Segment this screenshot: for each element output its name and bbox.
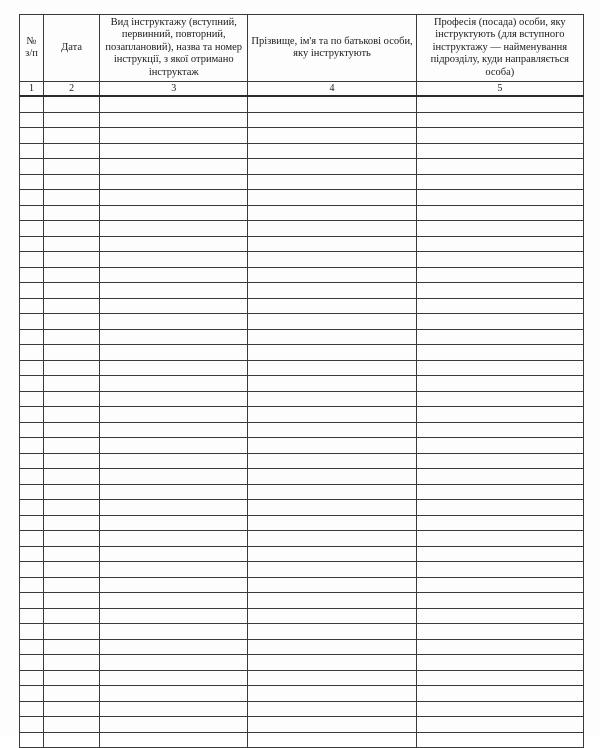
table-row [20,608,584,624]
cell-number[interactable] [20,112,44,128]
cell-number[interactable] [20,376,44,392]
cell-profession[interactable] [416,221,583,237]
table-row [20,267,584,283]
cell-full-name[interactable] [248,174,416,190]
cell-date[interactable] [44,732,100,748]
cell-instruction-type[interactable] [100,500,248,516]
table-row [20,500,584,516]
table-row [20,252,584,268]
table-row [20,422,584,438]
cell-full-name[interactable] [248,453,416,469]
cell-instruction-type[interactable] [100,314,248,330]
cell-date[interactable] [44,453,100,469]
cell-number[interactable] [20,329,44,345]
cell-number[interactable] [20,391,44,407]
cell-full-name[interactable] [248,469,416,485]
cell-number[interactable] [20,283,44,299]
table-row [20,205,584,221]
table-row [20,236,584,252]
cell-profession[interactable] [416,190,583,206]
cell-instruction-type[interactable] [100,515,248,531]
table-row [20,221,584,237]
table-row [20,593,584,609]
cell-instruction-type[interactable] [100,407,248,423]
cell-number[interactable] [20,531,44,547]
table-row [20,112,584,128]
cell-profession[interactable] [416,112,583,128]
cell-instruction-type[interactable] [100,593,248,609]
cell-profession[interactable] [416,159,583,175]
cell-full-name[interactable] [248,593,416,609]
cell-instruction-type[interactable] [100,205,248,221]
table-row [20,655,584,671]
cell-full-name[interactable] [248,159,416,175]
table-row [20,531,584,547]
cell-instruction-type[interactable] [100,112,248,128]
cell-number[interactable] [20,174,44,190]
cell-instruction-type[interactable] [100,174,248,190]
register-body [20,96,584,748]
cell-full-name[interactable] [248,562,416,578]
cell-profession[interactable] [416,360,583,376]
cell-date[interactable] [44,686,100,702]
cell-full-name[interactable] [248,484,416,500]
cell-date[interactable] [44,376,100,392]
cell-profession[interactable] [416,608,583,624]
cell-number[interactable] [20,515,44,531]
table-row [20,314,584,330]
cell-profession[interactable] [416,205,583,221]
cell-number[interactable] [20,562,44,578]
cell-full-name[interactable] [248,128,416,144]
table-row [20,732,584,748]
cell-date[interactable] [44,221,100,237]
cell-instruction-type[interactable] [100,329,248,345]
cell-date[interactable] [44,314,100,330]
cell-number[interactable] [20,221,44,237]
table-row [20,670,584,686]
cell-full-name[interactable] [248,360,416,376]
cell-instruction-type[interactable] [100,577,248,593]
table-row [20,391,584,407]
cell-full-name[interactable] [248,221,416,237]
cell-date[interactable] [44,655,100,671]
cell-instruction-type[interactable] [100,670,248,686]
cell-date[interactable] [44,252,100,268]
cell-full-name[interactable] [248,531,416,547]
cell-number[interactable] [20,639,44,655]
table-row [20,143,584,159]
table-row [20,283,584,299]
cell-date[interactable] [44,624,100,640]
cell-profession[interactable] [416,267,583,283]
cell-profession[interactable] [416,438,583,454]
table-row [20,345,584,361]
cell-full-name[interactable] [248,686,416,702]
cell-number[interactable] [20,608,44,624]
cell-date[interactable] [44,345,100,361]
cell-profession[interactable] [416,329,583,345]
cell-profession[interactable] [416,391,583,407]
cell-full-name[interactable] [248,608,416,624]
table-row [20,453,584,469]
cell-date[interactable] [44,112,100,128]
cell-full-name[interactable] [248,624,416,640]
cell-date[interactable] [44,360,100,376]
cell-number[interactable] [20,732,44,748]
cell-full-name[interactable] [248,515,416,531]
cell-number[interactable] [20,267,44,283]
column-number-4: 4 [248,82,416,97]
cell-profession[interactable] [416,314,583,330]
cell-date[interactable] [44,717,100,733]
cell-instruction-type[interactable] [100,267,248,283]
cell-number[interactable] [20,453,44,469]
table-row [20,438,584,454]
cell-instruction-type[interactable] [100,345,248,361]
cell-full-name[interactable] [248,190,416,206]
cell-instruction-type[interactable] [100,283,248,299]
header-instruction-type: Вид інструктажу (вступний, первинний, повторний, позаплановий), назва та номер інструкції, з якої отримано інструктаж [100,15,248,82]
column-number-row [20,82,584,97]
cell-profession[interactable] [416,531,583,547]
table-row [20,469,584,485]
cell-profession[interactable] [416,701,583,717]
cell-date[interactable] [44,407,100,423]
cell-number[interactable] [20,655,44,671]
cell-profession[interactable] [416,639,583,655]
table-row [20,190,584,206]
table-row [20,686,584,702]
cell-date[interactable] [44,190,100,206]
cell-profession[interactable] [416,469,583,485]
cell-full-name[interactable] [248,376,416,392]
cell-number[interactable] [20,96,44,112]
header-full-name: Прізвище, ім'я та по батькові особи, яку інструктують [248,15,416,82]
column-number-1: 1 [20,82,44,97]
cell-date[interactable] [44,267,100,283]
cell-date[interactable] [44,500,100,516]
cell-profession[interactable] [416,500,583,516]
cell-date[interactable] [44,546,100,562]
cell-full-name[interactable] [248,314,416,330]
cell-number[interactable] [20,593,44,609]
cell-instruction-type[interactable] [100,143,248,159]
cell-number[interactable] [20,686,44,702]
cell-profession[interactable] [416,376,583,392]
cell-profession[interactable] [416,236,583,252]
cell-profession[interactable] [416,717,583,733]
cell-profession[interactable] [416,655,583,671]
table-row [20,96,584,112]
cell-date[interactable] [44,298,100,314]
cell-full-name[interactable] [248,267,416,283]
cell-date[interactable] [44,593,100,609]
cell-number[interactable] [20,205,44,221]
cell-full-name[interactable] [248,639,416,655]
cell-full-name[interactable] [248,298,416,314]
cell-profession[interactable] [416,577,583,593]
table-row [20,128,584,144]
cell-full-name[interactable] [248,112,416,128]
cell-instruction-type[interactable] [100,252,248,268]
cell-full-name[interactable] [248,236,416,252]
cell-number[interactable] [20,717,44,733]
table-row [20,360,584,376]
cell-date[interactable] [44,670,100,686]
cell-instruction-type[interactable] [100,391,248,407]
cell-date[interactable] [44,438,100,454]
cell-instruction-type[interactable] [100,236,248,252]
cell-number[interactable] [20,252,44,268]
cell-full-name[interactable] [248,205,416,221]
cell-date[interactable] [44,391,100,407]
cell-full-name[interactable] [248,422,416,438]
cell-profession[interactable] [416,252,583,268]
cell-profession[interactable] [416,484,583,500]
cell-profession[interactable] [416,96,583,112]
cell-full-name[interactable] [248,407,416,423]
cell-instruction-type[interactable] [100,96,248,112]
cell-date[interactable] [44,562,100,578]
cell-date[interactable] [44,128,100,144]
cell-date[interactable] [44,236,100,252]
cell-number[interactable] [20,345,44,361]
cell-date[interactable] [44,577,100,593]
table-row [20,515,584,531]
cell-full-name[interactable] [248,283,416,299]
cell-profession[interactable] [416,283,583,299]
cell-number[interactable] [20,500,44,516]
table-row [20,639,584,655]
table-row [20,159,584,175]
cell-number[interactable] [20,236,44,252]
cell-profession[interactable] [416,143,583,159]
cell-profession[interactable] [416,422,583,438]
cell-instruction-type[interactable] [100,159,248,175]
cell-number[interactable] [20,438,44,454]
cell-number[interactable] [20,298,44,314]
cell-instruction-type[interactable] [100,360,248,376]
cell-date[interactable] [44,329,100,345]
cell-full-name[interactable] [248,96,416,112]
cell-date[interactable] [44,701,100,717]
cell-number[interactable] [20,546,44,562]
cell-number[interactable] [20,190,44,206]
cell-number[interactable] [20,422,44,438]
header-row [20,15,584,82]
cell-date[interactable] [44,608,100,624]
cell-date[interactable] [44,283,100,299]
cell-date[interactable] [44,515,100,531]
table-row [20,298,584,314]
cell-instruction-type[interactable] [100,655,248,671]
cell-instruction-type[interactable] [100,190,248,206]
cell-full-name[interactable] [248,143,416,159]
cell-number[interactable] [20,484,44,500]
cell-date[interactable] [44,639,100,655]
column-number-2: 2 [44,82,100,97]
cell-date[interactable] [44,96,100,112]
cell-instruction-type[interactable] [100,701,248,717]
cell-date[interactable] [44,422,100,438]
table-row [20,174,584,190]
cell-full-name[interactable] [248,391,416,407]
cell-number[interactable] [20,670,44,686]
cell-profession[interactable] [416,562,583,578]
cell-profession[interactable] [416,407,583,423]
cell-date[interactable] [44,469,100,485]
column-number-5: 5 [416,82,583,97]
cell-instruction-type[interactable] [100,562,248,578]
cell-date[interactable] [44,159,100,175]
cell-full-name[interactable] [248,345,416,361]
cell-instruction-type[interactable] [100,608,248,624]
cell-date[interactable] [44,174,100,190]
cell-profession[interactable] [416,546,583,562]
cell-full-name[interactable] [248,670,416,686]
cell-instruction-type[interactable] [100,639,248,655]
table-row [20,329,584,345]
cell-instruction-type[interactable] [100,717,248,733]
cell-date[interactable] [44,484,100,500]
cell-profession[interactable] [416,515,583,531]
cell-instruction-type[interactable] [100,732,248,748]
cell-full-name[interactable] [248,577,416,593]
cell-profession[interactable] [416,453,583,469]
cell-instruction-type[interactable] [100,531,248,547]
cell-full-name[interactable] [248,438,416,454]
cell-profession[interactable] [416,670,583,686]
table-row [20,407,584,423]
column-number-3: 3 [100,82,248,97]
cell-date[interactable] [44,205,100,221]
cell-number[interactable] [20,360,44,376]
cell-full-name[interactable] [248,732,416,748]
cell-full-name[interactable] [248,500,416,516]
cell-instruction-type[interactable] [100,376,248,392]
cell-full-name[interactable] [248,546,416,562]
cell-number[interactable] [20,624,44,640]
cell-full-name[interactable] [248,701,416,717]
cell-instruction-type[interactable] [100,438,248,454]
cell-number[interactable] [20,701,44,717]
cell-full-name[interactable] [248,717,416,733]
cell-profession[interactable] [416,128,583,144]
cell-date[interactable] [44,143,100,159]
cell-number[interactable] [20,469,44,485]
header-profession: Професія (посада) особи, яку інструктують (для вступного інструктажу — найменування підрозділу, куди направляється особа) [416,15,583,82]
cell-full-name[interactable] [248,655,416,671]
cell-number[interactable] [20,577,44,593]
cell-instruction-type[interactable] [100,422,248,438]
table-row [20,484,584,500]
cell-profession[interactable] [416,686,583,702]
header-date: Дата [44,15,100,82]
cell-profession[interactable] [416,593,583,609]
header-number: № з/п [20,15,44,82]
cell-instruction-type[interactable] [100,221,248,237]
cell-instruction-type[interactable] [100,469,248,485]
cell-instruction-type[interactable] [100,546,248,562]
table-row [20,546,584,562]
cell-instruction-type[interactable] [100,484,248,500]
cell-number[interactable] [20,143,44,159]
table-row [20,717,584,733]
table-row [20,701,584,717]
cell-profession[interactable] [416,732,583,748]
cell-profession[interactable] [416,298,583,314]
cell-full-name[interactable] [248,329,416,345]
cell-number[interactable] [20,314,44,330]
table-row [20,624,584,640]
cell-instruction-type[interactable] [100,298,248,314]
cell-instruction-type[interactable] [100,453,248,469]
table-row [20,577,584,593]
cell-number[interactable] [20,159,44,175]
cell-instruction-type[interactable] [100,686,248,702]
cell-profession[interactable] [416,345,583,361]
cell-profession[interactable] [416,174,583,190]
cell-profession[interactable] [416,624,583,640]
cell-date[interactable] [44,531,100,547]
cell-number[interactable] [20,407,44,423]
table-row [20,562,584,578]
cell-instruction-type[interactable] [100,128,248,144]
cell-full-name[interactable] [248,252,416,268]
table-row [20,376,584,392]
cell-instruction-type[interactable] [100,624,248,640]
cell-number[interactable] [20,128,44,144]
instruction-register-table [19,14,584,748]
